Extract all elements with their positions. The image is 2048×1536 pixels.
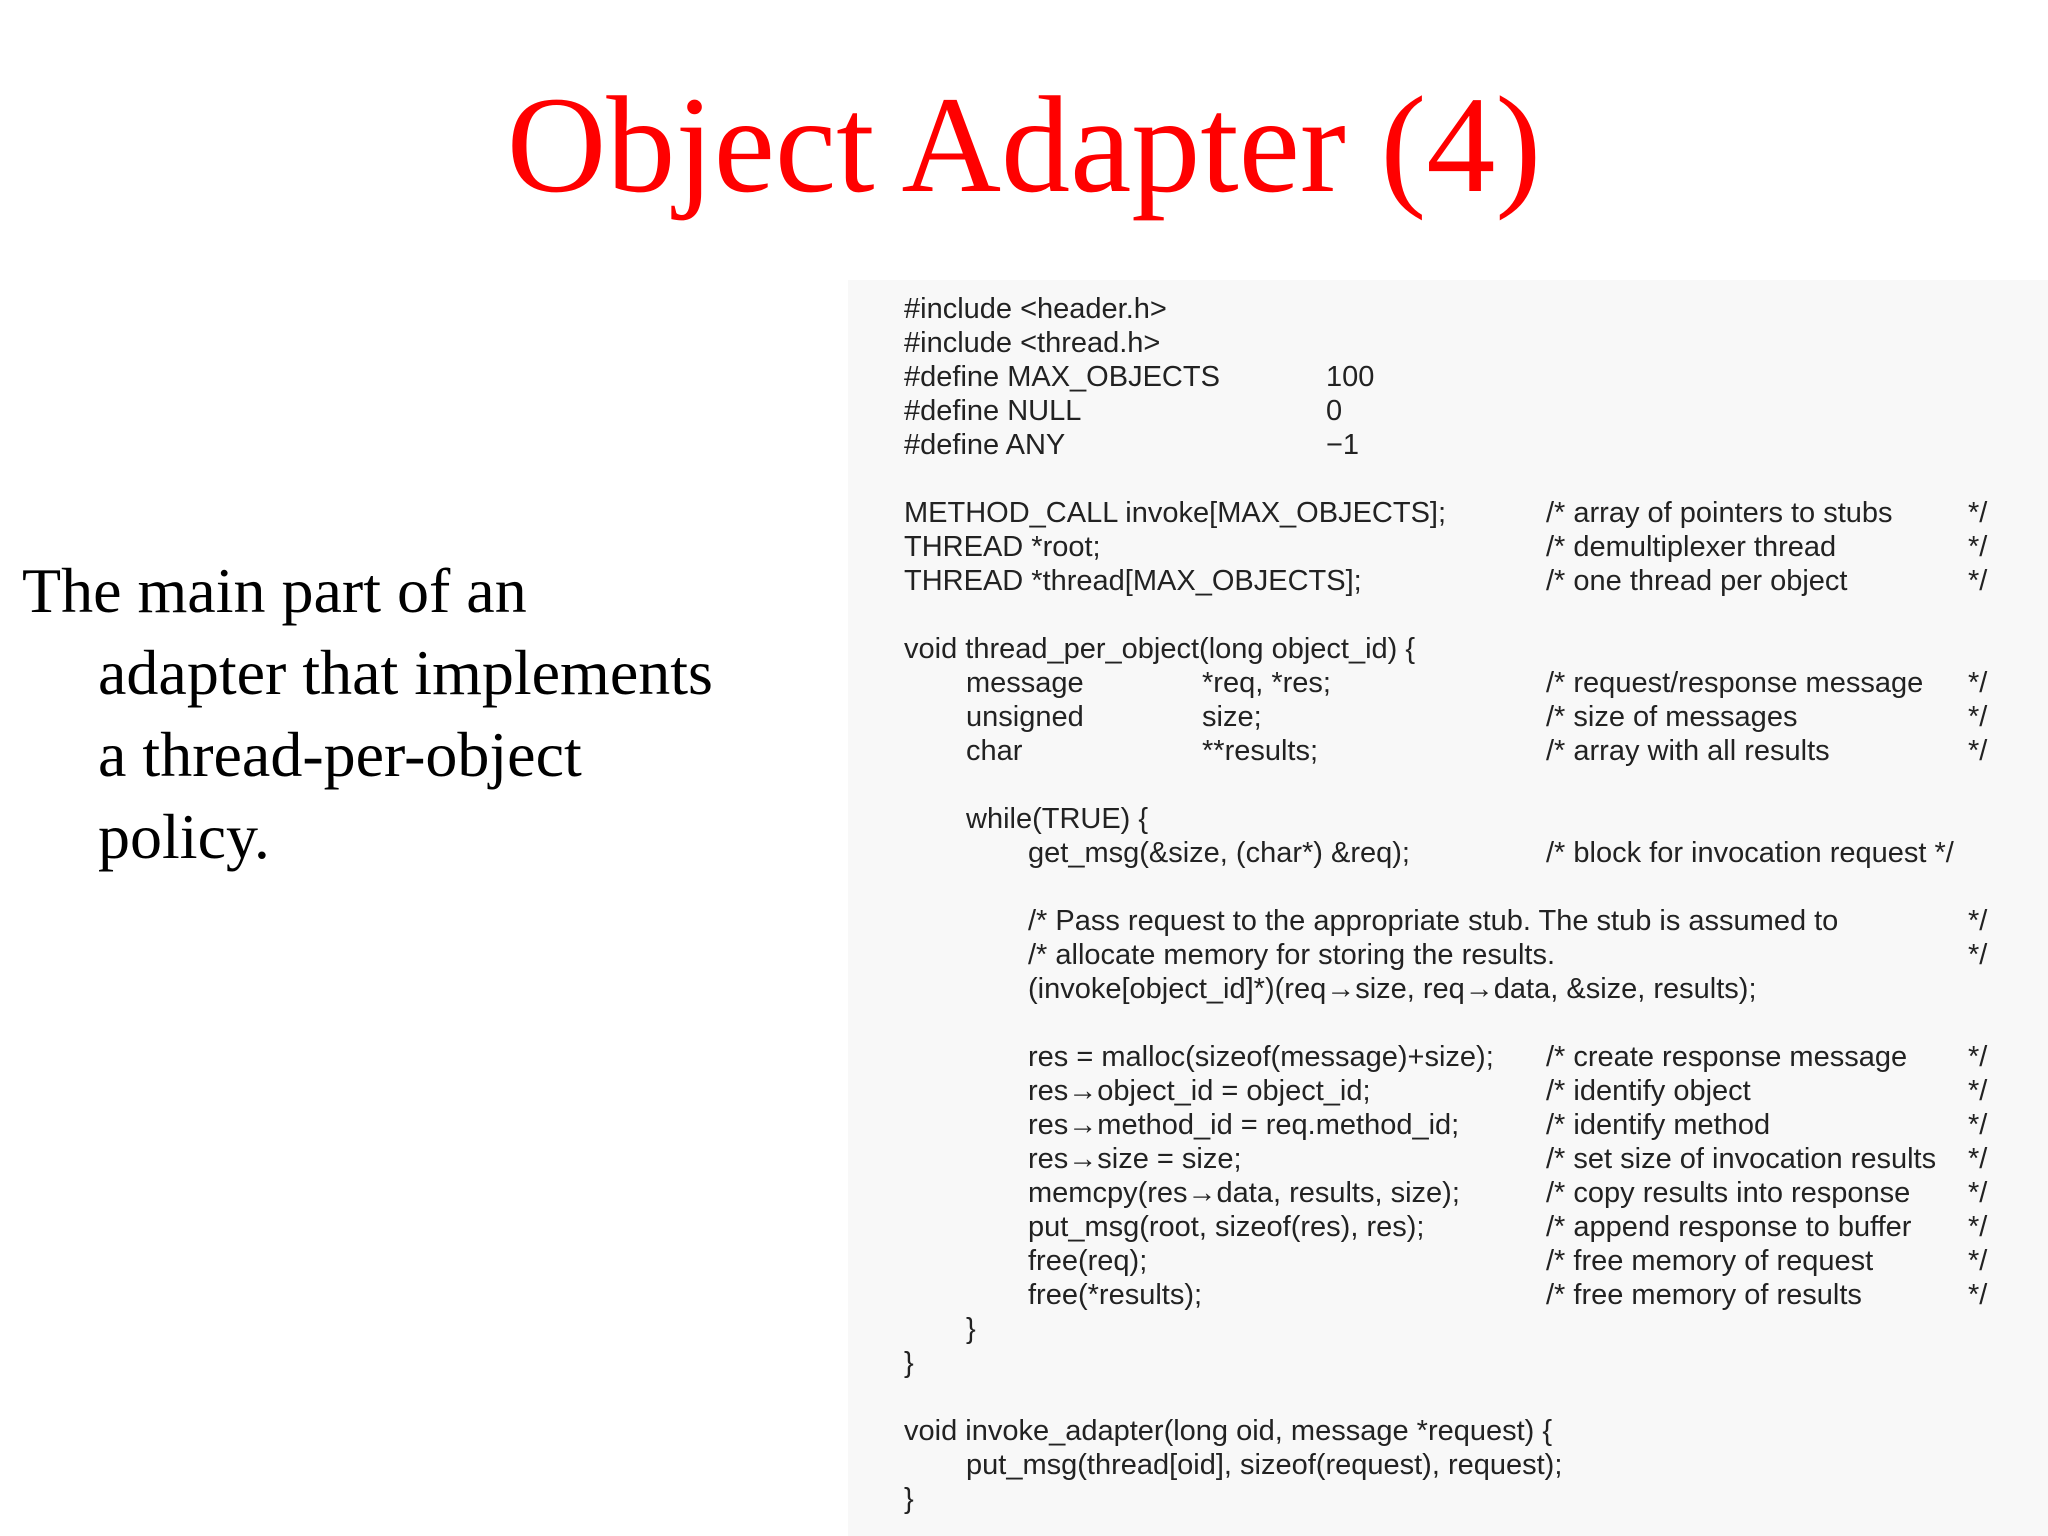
global-decl: THREAD *thread[MAX_OBJECTS]; bbox=[904, 565, 1362, 597]
define-value: 0 bbox=[1326, 395, 1343, 427]
comment-end: */ bbox=[1968, 735, 1988, 767]
description-text bbox=[22, 550, 782, 878]
local-type: unsigned bbox=[966, 701, 1084, 733]
comment-end: */ bbox=[1968, 1279, 1988, 1311]
code-statement: put_msg(root, sizeof(res), res); bbox=[1028, 1211, 1425, 1243]
description-line: a thread-per-object bbox=[98, 719, 582, 790]
comment-end: */ bbox=[1968, 1143, 1988, 1175]
code-comment: /* Pass request to the appropriate stub. The stub is assumed to bbox=[1028, 905, 1839, 937]
comment-end: */ bbox=[1968, 1211, 1988, 1243]
code-comment: /* array of pointers to stubs bbox=[1546, 497, 1893, 529]
code-comment: /* demultiplexer thread bbox=[1546, 531, 1837, 563]
include-line: #include <thread.h> bbox=[904, 327, 1161, 359]
code-statement: free(*results); bbox=[1028, 1279, 1203, 1311]
comment-end: */ bbox=[1968, 1075, 1988, 1107]
code-comment: /* create response message bbox=[1546, 1041, 1908, 1073]
code-statement: (invoke[object_id]*)(req→size, req→data, &size, results); bbox=[1028, 973, 1757, 1005]
local-type: char bbox=[966, 735, 1023, 767]
comment-end: */ bbox=[1968, 701, 1988, 733]
global-decl: METHOD_CALL invoke[MAX_OBJECTS]; bbox=[904, 497, 1447, 529]
closing-brace: } bbox=[904, 1347, 914, 1379]
define-name: #define NULL bbox=[904, 395, 1082, 427]
global-decl: THREAD *root; bbox=[904, 531, 1101, 563]
comment-end: */ bbox=[1968, 1245, 1988, 1277]
description-line: policy. bbox=[98, 801, 270, 872]
comment-end: */ bbox=[1968, 1177, 1988, 1209]
code-comment: /* identify method bbox=[1546, 1109, 1771, 1141]
define-value: −1 bbox=[1326, 429, 1360, 461]
comment-end: */ bbox=[1968, 667, 1988, 699]
comment-end: */ bbox=[1968, 1109, 1988, 1141]
code-comment: /* one thread per object bbox=[1546, 565, 1848, 597]
code-listing bbox=[848, 280, 2048, 1536]
code-comment: /* copy results into response bbox=[1546, 1177, 1911, 1209]
closing-brace: } bbox=[904, 1483, 914, 1515]
code-comment: /* request/response message bbox=[1546, 667, 1924, 699]
code-comment: /* block for invocation request */ bbox=[1546, 837, 1954, 869]
code-comment: /* set size of invocation results bbox=[1546, 1143, 1937, 1175]
code-statement: res→method_id = req.method_id; bbox=[1028, 1109, 1460, 1141]
local-name: size; bbox=[1202, 701, 1262, 733]
comment-end: */ bbox=[1968, 565, 1988, 597]
function-signature: void invoke_adapter(long oid, message *request) { bbox=[904, 1415, 1553, 1447]
code-statement: put_msg(thread[oid], sizeof(request), request); bbox=[966, 1449, 1563, 1481]
comment-end: */ bbox=[1968, 1041, 1988, 1073]
code-comment: /* size of messages bbox=[1546, 701, 1798, 733]
code-comment: /* free memory of results bbox=[1546, 1279, 1862, 1311]
code-statement: memcpy(res→data, results, size); bbox=[1028, 1177, 1460, 1209]
closing-brace: } bbox=[966, 1313, 976, 1345]
slide-title: Object Adapter (4) bbox=[506, 68, 1542, 221]
code-comment: /* allocate memory for storing the results. bbox=[1028, 939, 1556, 971]
define-value: 100 bbox=[1326, 361, 1375, 393]
comment-end: */ bbox=[1968, 939, 1988, 971]
code-statement: free(req); bbox=[1028, 1245, 1148, 1277]
local-type: message bbox=[966, 667, 1084, 699]
define-name: #define ANY bbox=[904, 429, 1066, 461]
function-signature: void thread_per_object(long object_id) { bbox=[904, 633, 1416, 665]
comment-end: */ bbox=[1968, 905, 1988, 937]
code-comment: /* free memory of request bbox=[1546, 1245, 1874, 1277]
code-statement: res = malloc(sizeof(message)+size); bbox=[1028, 1041, 1494, 1073]
code-statement: get_msg(&size, (char*) &req); bbox=[1028, 837, 1410, 869]
code-comment: /* append response to buffer bbox=[1546, 1211, 1912, 1243]
code-listing-panel bbox=[848, 280, 2048, 1536]
define-name: #define MAX_OBJECTS bbox=[904, 361, 1220, 393]
description-line: The main part of an bbox=[22, 555, 527, 626]
local-name: *req, *res; bbox=[1202, 667, 1331, 699]
while-loop: while(TRUE) { bbox=[966, 803, 1149, 835]
code-statement: res→size = size; bbox=[1028, 1143, 1242, 1175]
description-line: adapter that implements bbox=[98, 637, 713, 708]
comment-end: */ bbox=[1968, 531, 1988, 563]
local-name: **results; bbox=[1202, 735, 1319, 767]
code-statement: res→object_id = object_id; bbox=[1028, 1075, 1371, 1107]
code-comment: /* array with all results bbox=[1546, 735, 1830, 767]
comment-end: */ bbox=[1968, 497, 1988, 529]
code-comment: /* identify object bbox=[1546, 1075, 1751, 1107]
include-line: #include <header.h> bbox=[904, 293, 1167, 325]
